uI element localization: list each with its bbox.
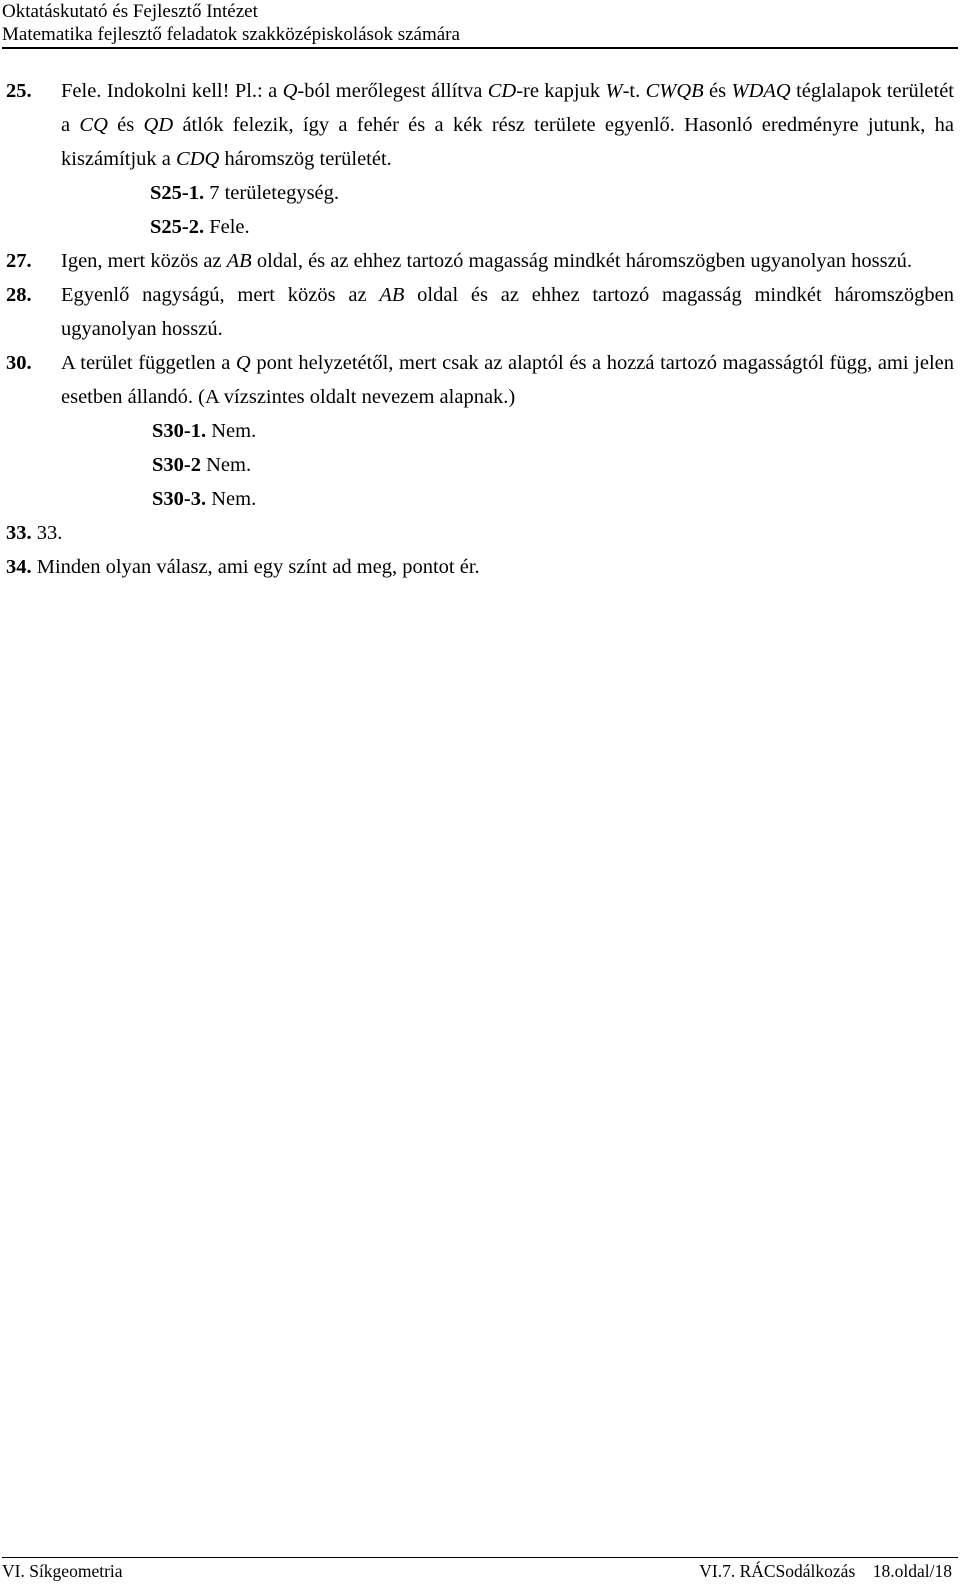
item-number: 34. [6, 556, 32, 578]
subanswer-text: Nem. [200, 454, 252, 476]
subanswer-text: 7 területegység. [204, 182, 340, 204]
item-number: 25. [6, 80, 32, 102]
subanswer-label: S25-2. [150, 216, 205, 238]
subanswer-text: Nem. [206, 488, 257, 510]
answer-text: 33. [31, 522, 63, 544]
answer-25 [6, 74, 954, 176]
subanswer-label: S30-3. [152, 488, 207, 510]
answer-text: Egyenlő nagyságú, mert közös az AB oldal és az ehhez tartozó magasság mindkét háromszögben ugyanolyan hosszú. [61, 284, 954, 340]
item-number: 27. [6, 250, 32, 272]
item-number: 28. [6, 284, 32, 306]
subanswer-s30-2 [6, 448, 954, 482]
footer-chapter: VI. Síkgeometria [2, 1561, 123, 1581]
answer-28 [6, 278, 954, 346]
answer-30 [6, 346, 954, 414]
answer-text: Minden olyan válasz, ami egy színt ad meg, pontot ér. [31, 556, 480, 578]
answer-text: Fele. Indokolni kell! Pl.: a Q-ból merőlegest állítva CD-re kapjuk W-t. CWQB és WDAQ téglalapok területét a CQ és QD átlók felezik, így a fehér és a kék rész területe egyenlő. Hasonló eredményre jutunk, ha kiszámítjuk a CDQ háromszög területét. [61, 80, 954, 170]
header-org: Oktatáskutató és Fejlesztő Intézet [2, 1, 258, 22]
header-divider [2, 47, 958, 49]
answer-34 [6, 550, 954, 584]
subanswer-label: S25-1. [150, 182, 205, 204]
answer-text: A terület független a Q pont helyzetétől, mert csak az alaptól és a hozzá tartozó magasságtól függ, ami jelen esetben állandó. (A vízszintes oldalt nevezem alapnak.) [61, 352, 954, 408]
subanswer-text: Fele. [204, 216, 250, 238]
item-number: 33. [6, 522, 32, 544]
subanswer-text: Nem. [206, 420, 257, 442]
answer-text: Igen, mert közös az AB oldal, és az ehhez tartozó magasság mindkét háromszögben ugyanolyan hosszú. [61, 250, 913, 272]
subanswer-s30-1 [6, 414, 954, 448]
subanswer-s25-1 [6, 176, 954, 210]
answer-33 [6, 516, 954, 550]
subanswer-s30-3 [6, 482, 954, 516]
page-header [2, 0, 958, 46]
answers-content [6, 74, 954, 584]
item-number: 30. [6, 352, 32, 374]
subanswer-label: S30-1. [152, 420, 207, 442]
subanswer-s25-2 [6, 210, 954, 244]
footer-page-info: VI.7. RÁCSodálkozás 18.oldal/18 [699, 1561, 952, 1581]
header-subtitle: Matematika fejlesztő feladatok szakközépiskolások számára [2, 24, 460, 45]
answer-27 [6, 244, 954, 278]
footer-divider [2, 1557, 958, 1558]
subanswer-label: S30-2 [152, 454, 201, 476]
